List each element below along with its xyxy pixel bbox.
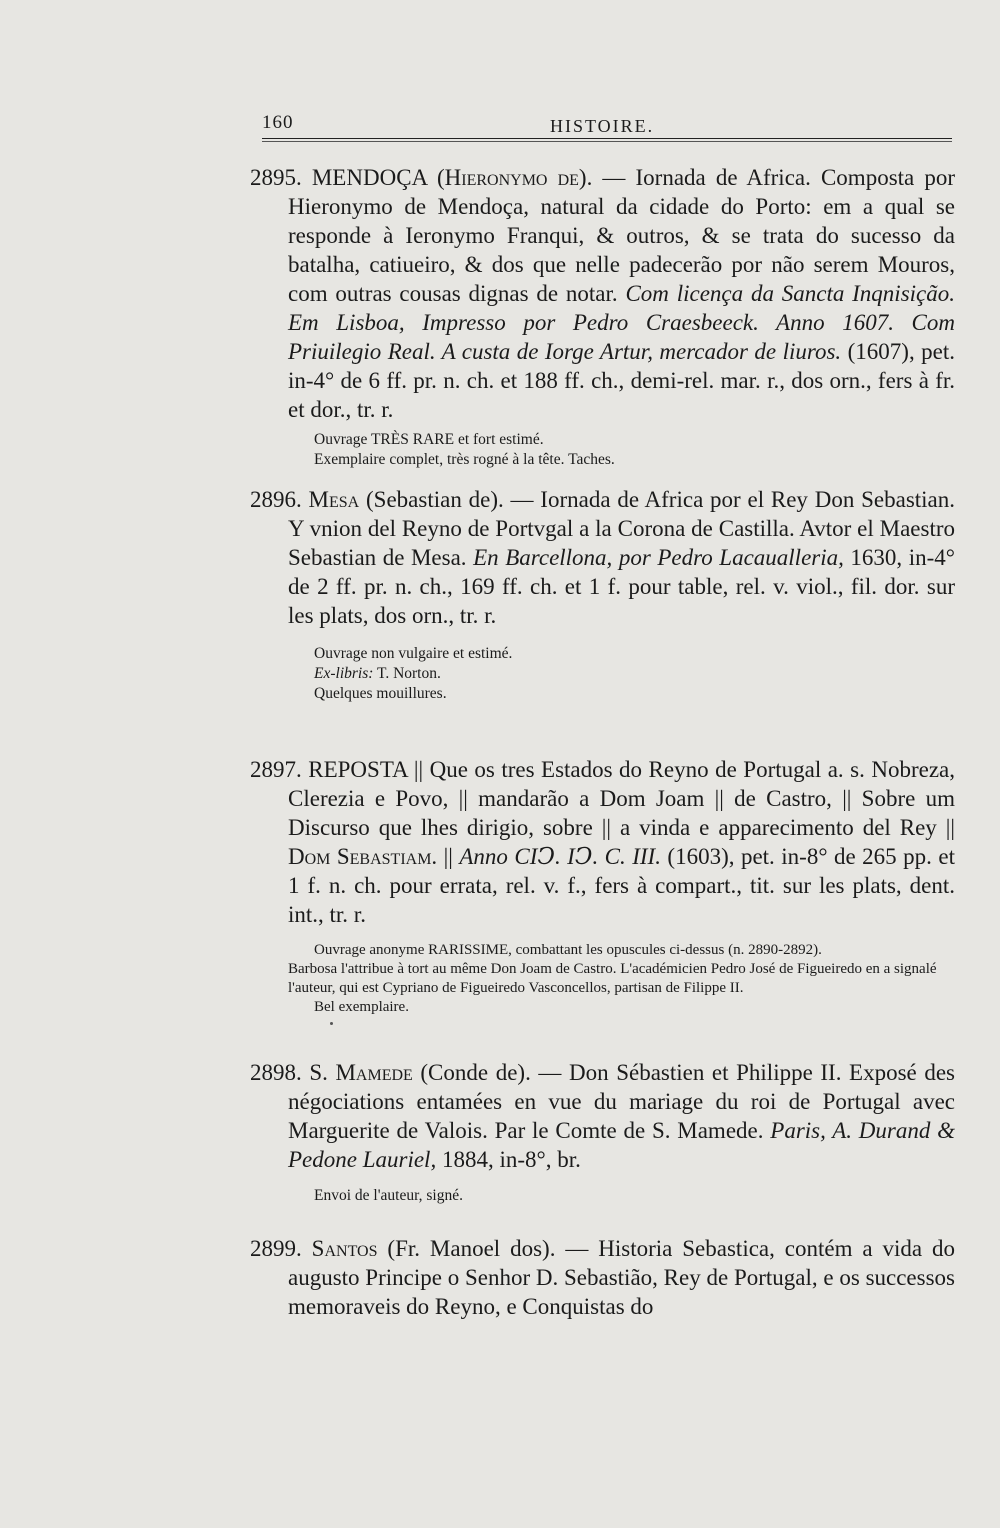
entry-number: 2897. [250,757,302,782]
entry-notes [250,1186,955,1206]
entry-imprint: Paris, A. Durand & Pedone Lauriel, [288,1118,955,1172]
entry-description: (1603), pet. in-8° de 265 pp. et 1 f. n. ch. pour errata, rel. v. f., fers à compart., tit. sur les plats, dent. int., tr. r. [288,844,955,927]
entry-imprint: En Barcellona, por Pedro Lacaualleria, [473,545,844,570]
entry-note: Envoi de l'auteur, signé. [314,1187,463,1204]
catalog-entry-2897 [250,755,955,1017]
page-number: 160 [262,112,294,133]
catalog-entry-2899 [250,1234,955,1321]
entry-note: Ouvrage non vulgaire et estimé. [314,645,513,662]
entry-title: (Sebastian de). — Iornada de Africa por el Rey Don Sebastian. Y vnion del Reyno de Portvgal a la Corona de Castilla. Avtor el Maestro Sebastian de Mesa. [288,487,956,570]
catalog-entry-2895 [250,163,955,470]
entry-number: 2895. [250,165,302,190]
entry-title: ). — Iornada de Africa. Composta por Hieronymo de Mendoça, natural da cidade do Porto: em a qual se responde à Ieronymo Franqui, & outros, & se trata do sucesso da batalha, catiueiro, & dos que nelle padecerão por não serem Mouros, com outras cousas dignas de notar. [288,165,955,306]
catalog-entry-2896 [250,485,955,704]
ink-speck [330,1022,333,1025]
entry-note: Quelques mouillures. [314,685,447,702]
entry-author: S. Mamede [309,1060,413,1085]
entry-title-name: Dom Sebastiam. [288,844,438,869]
entry-imprint: Anno CIↃ. IↃ. C. III. [459,844,661,869]
entry-text [250,163,955,424]
page-header [262,112,952,142]
running-title: HISTOIRE. [550,116,655,136]
entry-text [250,1234,955,1321]
entry-notes [250,941,955,1017]
entry-separator: || [437,844,460,869]
entry-author: MENDOÇA [311,165,427,190]
catalog-entry-2898 [250,1058,955,1206]
entry-author: Mesa [308,487,360,512]
entry-note: Exemplaire complet, très rogné à la tête. Taches. [314,451,615,468]
entry-notes [250,644,955,704]
ex-libris-owner: T. Norton. [373,665,441,682]
entry-description: 1884, in-8°, br. [436,1147,581,1172]
entry-note: Barbosa l'attribue à tort au même Don Joam de Castro. L'académicien Pedro José de Figueiredo en a signalé l'auteur, qui est Cypriano de Figueiredo Vasconcellos, partisan de Filippe II. [288,961,937,996]
entry-title: || Que os tres Estados do Reyno de Portugal a. s. Nobreza, Clerezia e Povo, || mandarão a Dom Joam || de Castro, || Sobre um Discurso que lhes dirigio, sobre || a vinda e apparecimento del Rey || [288,757,955,840]
entry-imprint: Com licença da Sancta Inqnisição. Em Lisboa, Impresso por Pedro Craesbeeck. Anno 1607. Com Priuilegio Real. A custa de Iorge Artur, mercador de liuros. [288,281,955,364]
header-rule [262,138,952,142]
entry-note: Ouvrage TRÈS RARE et fort estimé. [314,431,544,448]
entry-notes [250,430,955,470]
entry-text [250,1058,955,1174]
entry-note [314,664,955,684]
entry-text [250,485,955,630]
entry-title: (Fr. Manoel dos). — Historia Sebastica, contém a vida do augusto Principe o Senhor D. Sebastião, Rey de Portugal, e os successos memoraveis do Reyno, e Conquistas do [288,1236,956,1319]
ex-libris-label: Ex-libris: [314,665,374,682]
entry-text-part: ( [426,165,445,190]
entry-number: 2898. [250,1060,302,1085]
entry-author: REPOSTA [308,757,408,782]
entry-number: 2896. [250,487,302,512]
entry-author-forename: Hieronymo de [444,165,579,190]
entry-author: Santos [311,1236,378,1261]
entry-description: 1630, in-4° de 2 ff. pr. n. ch., 169 ff. ch. et 1 f. pour table, rel. v. viol., fil. dor. sur les plats, dos orn., tr. r. [288,545,955,628]
entry-note: Bel exemplaire. [314,999,409,1015]
entry-description: (1607), pet. in-4° de 6 ff. pr. n. ch. et 188 ff. ch., demi-rel. mar. r., dos orn., fers à fr. et dor., tr. r. [288,339,955,422]
entry-number: 2899. [250,1236,302,1261]
entry-note: Ouvrage anonyme RARISSIME, combattant les opuscules ci-dessus (n. 2890-2892). [314,942,822,958]
entry-text [250,755,955,929]
entry-title: (Conde de). — Don Sébastien et Philippe II. Exposé des négociations entamées en vue du mariage du roi de Portugal avec Marguerite de Valois. Par le Comte de S. Mamede. [288,1060,955,1143]
